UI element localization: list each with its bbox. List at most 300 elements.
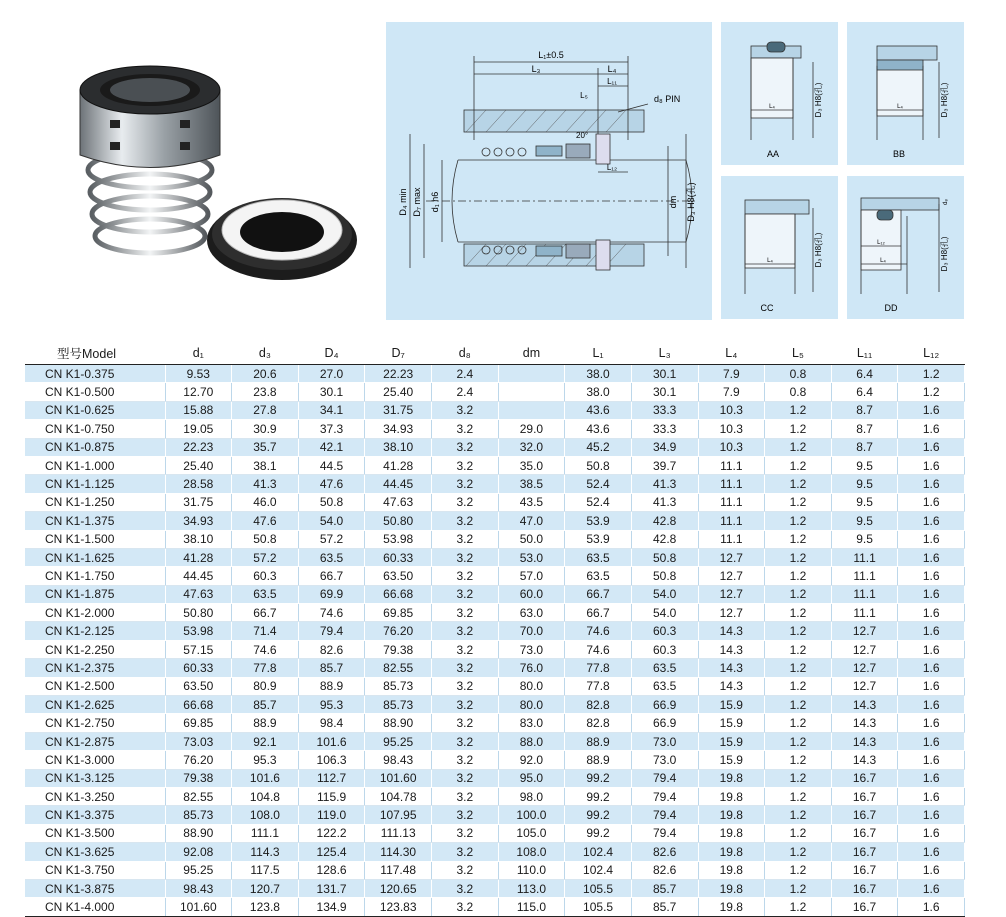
table-row [25,512,965,530]
value-cell: 79.38 [165,769,232,787]
value-cell: 3.2 [432,751,499,769]
value-cell: 1.2 [765,696,832,714]
value-cell: 1.6 [898,401,965,419]
value-cell: 102.4 [565,843,632,861]
table-row [25,604,965,622]
value-cell: 112.7 [298,769,365,787]
column-header: L₃ [631,342,698,365]
value-cell: 44.45 [165,567,232,585]
value-cell: 1.6 [898,879,965,897]
value-cell: 101.60 [165,898,232,916]
table-row [25,898,965,916]
value-cell: 8.7 [831,401,898,419]
value-cell: 85.7 [631,898,698,916]
value-cell: 3.2 [432,475,499,493]
model-cell: CN K1-2.000 [25,604,165,622]
value-cell: 34.1 [298,401,365,419]
value-cell: 3.2 [432,659,499,677]
value-cell: 63.0 [498,604,565,622]
value-cell: 47.6 [232,512,299,530]
value-cell: 11.1 [698,493,765,511]
value-cell: 38.10 [365,438,432,456]
value-cell: 30.1 [298,383,365,401]
value-cell: 19.8 [698,787,765,805]
value-cell: 30.9 [232,420,299,438]
value-cell: 1.6 [898,475,965,493]
table-row [25,861,965,879]
value-cell: 19.8 [698,879,765,897]
value-cell: 73.0 [498,640,565,658]
value-cell: 110.0 [498,861,565,879]
value-cell: 10.3 [698,420,765,438]
value-cell: 80.0 [498,677,565,695]
value-cell: 1.6 [898,898,965,916]
value-cell: 11.1 [831,548,898,566]
value-cell: 1.2 [765,548,832,566]
value-cell: 120.65 [365,879,432,897]
table-row [25,769,965,787]
value-cell: 1.2 [898,383,965,401]
value-cell: 66.9 [631,696,698,714]
table-row [25,475,965,493]
value-cell: 88.9 [298,677,365,695]
panel-bb-title: BB [892,149,906,159]
value-cell: 79.4 [631,806,698,824]
table-body [25,365,965,917]
value-cell: 1.6 [898,696,965,714]
value-cell: 85.7 [631,879,698,897]
value-cell: 52.4 [565,475,632,493]
value-cell: 1.6 [898,787,965,805]
value-cell: 63.5 [298,548,365,566]
bb-l4-label: L₄ [897,104,903,110]
value-cell: 15.9 [698,732,765,750]
value-cell: 95.3 [232,751,299,769]
table-row [25,806,965,824]
model-cell: CN K1-2.875 [25,732,165,750]
value-cell: 3.2 [432,585,499,603]
value-cell: 9.53 [165,365,232,383]
value-cell: 88.0 [498,732,565,750]
value-cell: 108.0 [232,806,299,824]
value-cell: 101.6 [298,732,365,750]
value-cell: 47.6 [298,475,365,493]
value-cell: 9.5 [831,456,898,474]
value-cell: 1.6 [898,824,965,842]
column-header: d₈ [432,342,499,365]
cc-d3-label: D₃ H8(孔) [814,232,823,268]
value-cell: 3.2 [432,622,499,640]
value-cell: 50.8 [631,567,698,585]
value-cell: 1.6 [898,456,965,474]
label-l5: L₅ [580,91,588,100]
value-cell: 37.3 [298,420,365,438]
value-cell: 82.55 [365,659,432,677]
value-cell: 63.5 [631,677,698,695]
cc-l4-label: L₄ [767,258,773,264]
table-row [25,824,965,842]
value-cell: 28.58 [165,475,232,493]
value-cell: 63.50 [165,677,232,695]
value-cell: 1.2 [765,493,832,511]
value-cell: 105.0 [498,824,565,842]
column-header: L₅ [765,342,832,365]
value-cell: 3.2 [432,732,499,750]
label-d1-h6: d₁ h6 [430,191,440,213]
value-cell: 1.2 [765,843,832,861]
value-cell: 74.6 [232,640,299,658]
value-cell: 66.7 [232,604,299,622]
value-cell: 95.25 [165,861,232,879]
value-cell: 3.2 [432,548,499,566]
table-row [25,787,965,805]
value-cell: 19.8 [698,806,765,824]
value-cell: 30.1 [631,383,698,401]
value-cell: 3.2 [432,677,499,695]
value-cell: 44.5 [298,456,365,474]
value-cell: 22.23 [365,365,432,383]
value-cell: 82.6 [631,861,698,879]
table-row [25,383,965,401]
model-cell: CN K1-1.625 [25,548,165,566]
value-cell: 23.8 [232,383,299,401]
value-cell: 74.6 [565,640,632,658]
value-cell: 108.0 [498,843,565,861]
value-cell: 119.0 [298,806,365,824]
value-cell: 38.0 [565,365,632,383]
value-cell: 0.8 [765,383,832,401]
value-cell: 14.3 [698,640,765,658]
value-cell: 14.3 [831,751,898,769]
model-cell: CN K1-1.750 [25,567,165,585]
value-cell: 16.7 [831,861,898,879]
value-cell: 82.6 [631,843,698,861]
value-cell: 3.2 [432,604,499,622]
value-cell: 115.9 [298,787,365,805]
value-cell: 14.3 [698,659,765,677]
value-cell: 98.0 [498,787,565,805]
value-cell: 35.7 [232,438,299,456]
value-cell: 3.2 [432,861,499,879]
value-cell: 14.3 [831,732,898,750]
value-cell: 79.4 [631,787,698,805]
model-cell: CN K1-0.625 [25,401,165,419]
table-row [25,640,965,658]
value-cell: 3.2 [432,769,499,787]
value-cell: 43.6 [565,420,632,438]
value-cell: 16.7 [831,879,898,897]
value-cell: 76.20 [365,622,432,640]
model-cell: CN K1-2.500 [25,677,165,695]
value-cell: 3.2 [432,530,499,548]
label-l1-tolerance: L₁±0.5 [538,50,564,60]
value-cell: 1.6 [898,512,965,530]
value-cell: 25.40 [365,383,432,401]
table-row [25,420,965,438]
value-cell: 82.8 [565,696,632,714]
value-cell: 3.2 [432,843,499,861]
value-cell: 125.4 [298,843,365,861]
column-header: D₇ [365,342,432,365]
install-panel-aa [721,22,838,165]
value-cell: 33.3 [631,420,698,438]
value-cell: 3.2 [432,493,499,511]
value-cell: 10.3 [698,401,765,419]
value-cell: 83.0 [498,714,565,732]
value-cell: 43.5 [498,493,565,511]
value-cell: 73.0 [631,751,698,769]
value-cell: 60.3 [631,622,698,640]
model-cell: CN K1-1.375 [25,512,165,530]
value-cell: 1.6 [898,751,965,769]
value-cell: 11.1 [698,456,765,474]
value-cell: 123.8 [232,898,299,916]
model-cell: CN K1-3.875 [25,879,165,897]
value-cell: 6.4 [831,365,898,383]
value-cell: 15.9 [698,714,765,732]
value-cell: 15.9 [698,751,765,769]
model-cell: CN K1-3.250 [25,787,165,805]
value-cell: 30.1 [631,365,698,383]
value-cell: 77.8 [565,677,632,695]
label-l3: L₃ [531,64,541,74]
value-cell: 114.30 [365,843,432,861]
value-cell: 85.73 [365,696,432,714]
value-cell: 25.40 [165,456,232,474]
value-cell: 47.0 [498,512,565,530]
value-cell: 57.2 [298,530,365,548]
value-cell: 80.9 [232,677,299,695]
value-cell: 27.0 [298,365,365,383]
label-angle: 20° [576,131,589,140]
value-cell: 2.4 [432,383,499,401]
value-cell: 88.90 [165,824,232,842]
value-cell: 98.4 [298,714,365,732]
value-cell: 66.68 [165,696,232,714]
value-cell [498,401,565,419]
seal-illustration [70,60,360,290]
value-cell: 98.43 [165,879,232,897]
label-l11: L₁₁ [607,77,617,86]
value-cell: 57.2 [232,548,299,566]
value-cell: 115.0 [498,898,565,916]
value-cell: 19.8 [698,898,765,916]
model-cell: CN K1-1.000 [25,456,165,474]
column-header: d₃ [232,342,299,365]
value-cell: 1.2 [765,530,832,548]
model-cell: CN K1-3.500 [25,824,165,842]
value-cell: 66.7 [565,585,632,603]
value-cell: 16.7 [831,787,898,805]
model-cell: CN K1-3.625 [25,843,165,861]
value-cell: 7.9 [698,365,765,383]
value-cell: 33.3 [631,401,698,419]
value-cell: 79.4 [631,824,698,842]
value-cell: 74.6 [565,622,632,640]
table-row [25,751,965,769]
value-cell: 16.7 [831,824,898,842]
table-header-row [25,342,965,365]
value-cell: 3.2 [432,898,499,916]
value-cell: 14.3 [698,622,765,640]
value-cell: 38.5 [498,475,565,493]
value-cell: 50.8 [631,548,698,566]
value-cell: 12.7 [831,622,898,640]
value-cell: 1.6 [898,640,965,658]
value-cell: 1.2 [765,879,832,897]
model-cell: CN K1-0.375 [25,365,165,383]
value-cell: 105.5 [565,879,632,897]
value-cell: 22.23 [165,438,232,456]
value-cell: 11.1 [831,585,898,603]
install-panel-bb [847,22,964,165]
value-cell: 15.9 [698,696,765,714]
value-cell: 88.9 [565,751,632,769]
value-cell: 9.5 [831,512,898,530]
value-cell: 1.2 [765,751,832,769]
value-cell: 53.9 [565,512,632,530]
bb-d3-label: D₃ H8(孔) [940,82,949,118]
value-cell: 99.2 [565,824,632,842]
value-cell: 57.0 [498,567,565,585]
value-cell: 19.8 [698,861,765,879]
value-cell: 60.0 [498,585,565,603]
value-cell: 63.5 [631,659,698,677]
value-cell: 1.2 [765,604,832,622]
value-cell: 1.2 [765,420,832,438]
value-cell: 35.0 [498,456,565,474]
value-cell: 42.8 [631,530,698,548]
aa-l4-label: L₄ [769,104,775,110]
value-cell: 99.2 [565,806,632,824]
value-cell: 69.85 [365,604,432,622]
value-cell: 1.2 [765,861,832,879]
value-cell: 92.0 [498,751,565,769]
column-header: 型号Model [25,342,165,365]
value-cell: 99.2 [565,787,632,805]
value-cell: 54.0 [631,604,698,622]
table-row [25,401,965,419]
label-l4: L₄ [607,64,617,74]
install-panel-dd [847,176,964,319]
dd-d8-label: d₈ [943,199,949,205]
value-cell: 42.8 [631,512,698,530]
value-cell: 2.4 [432,365,499,383]
table-row [25,456,965,474]
value-cell: 34.93 [365,420,432,438]
value-cell: 1.6 [898,677,965,695]
value-cell: 63.5 [232,585,299,603]
value-cell: 42.1 [298,438,365,456]
value-cell: 7.9 [698,383,765,401]
value-cell: 82.6 [298,640,365,658]
value-cell: 1.6 [898,604,965,622]
column-header: d₁ [165,342,232,365]
value-cell: 128.6 [298,861,365,879]
value-cell: 38.10 [165,530,232,548]
value-cell: 1.2 [765,585,832,603]
value-cell: 9.5 [831,530,898,548]
value-cell: 106.3 [298,751,365,769]
value-cell: 53.98 [165,622,232,640]
dd-l4-label: L₄ [880,258,886,264]
label-d8-pin: d₈ PIN [654,94,681,104]
value-cell: 74.6 [298,604,365,622]
value-cell: 104.78 [365,787,432,805]
table-row [25,567,965,585]
value-cell: 1.2 [765,898,832,916]
value-cell: 9.5 [831,493,898,511]
value-cell: 1.2 [765,567,832,585]
value-cell: 1.6 [898,714,965,732]
dd-d3-label: D₃ H8(孔) [940,236,949,272]
value-cell: 63.5 [565,567,632,585]
value-cell: 1.6 [898,493,965,511]
value-cell: 60.33 [165,659,232,677]
value-cell: 53.9 [565,530,632,548]
model-cell: CN K1-2.375 [25,659,165,677]
value-cell: 53.0 [498,548,565,566]
value-cell: 117.48 [365,861,432,879]
value-cell: 1.6 [898,843,965,861]
value-cell: 85.7 [298,659,365,677]
value-cell: 44.45 [365,475,432,493]
model-cell: CN K1-4.000 [25,898,165,916]
value-cell: 29.0 [498,420,565,438]
value-cell: 11.1 [698,475,765,493]
value-cell: 73.03 [165,732,232,750]
value-cell: 1.2 [765,640,832,658]
model-cell: CN K1-3.000 [25,751,165,769]
value-cell: 85.73 [365,677,432,695]
value-cell: 85.73 [165,806,232,824]
column-header: L₄ [698,342,765,365]
value-cell: 85.7 [232,696,299,714]
cross-section-drawing [386,22,712,320]
model-cell: CN K1-1.875 [25,585,165,603]
value-cell: 27.8 [232,401,299,419]
value-cell: 80.0 [498,696,565,714]
value-cell: 50.0 [498,530,565,548]
value-cell: 1.6 [898,438,965,456]
value-cell: 1.6 [898,769,965,787]
value-cell: 70.0 [498,622,565,640]
value-cell: 3.2 [432,512,499,530]
column-header: dm [498,342,565,365]
product-photo [70,60,360,290]
label-dm: dm [668,195,678,209]
value-cell: 3.2 [432,879,499,897]
value-cell: 38.0 [565,383,632,401]
panel-cc-title: CC [760,303,774,313]
model-cell: CN K1-2.750 [25,714,165,732]
value-cell: 120.7 [232,879,299,897]
value-cell: 1.6 [898,861,965,879]
value-cell: 32.0 [498,438,565,456]
model-cell: CN K1-0.875 [25,438,165,456]
value-cell: 104.8 [232,787,299,805]
value-cell: 79.38 [365,640,432,658]
value-cell: 31.75 [165,493,232,511]
value-cell: 1.2 [765,512,832,530]
model-cell: CN K1-2.125 [25,622,165,640]
value-cell: 53.98 [365,530,432,548]
value-cell: 54.0 [631,585,698,603]
value-cell: 66.7 [298,567,365,585]
value-cell: 101.6 [232,769,299,787]
value-cell: 98.43 [365,751,432,769]
value-cell: 43.6 [565,401,632,419]
